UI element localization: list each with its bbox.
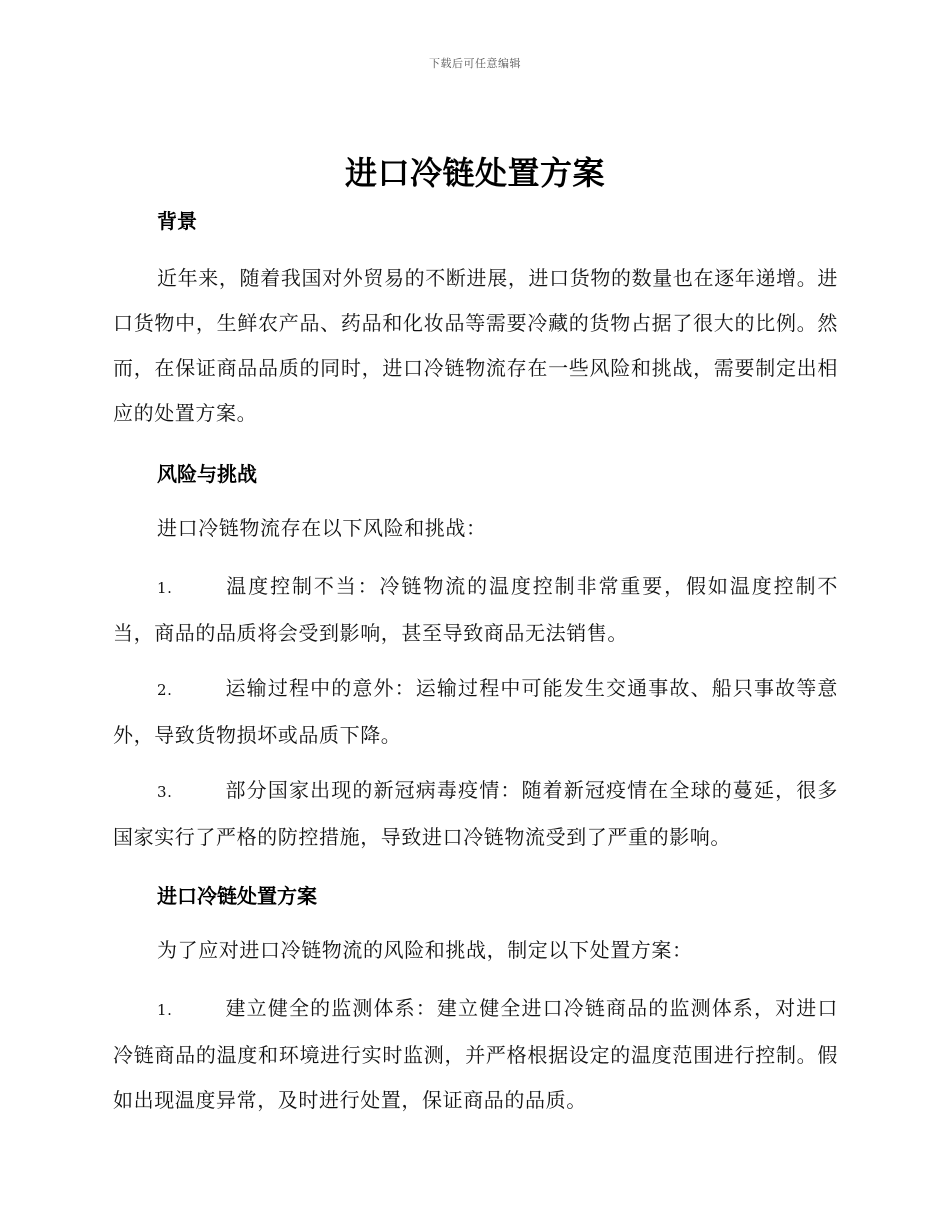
plan-item-1-number: 1.	[157, 1001, 173, 1019]
risk-item-3-number: 3.	[157, 783, 173, 801]
section-heading-background: 背景	[157, 209, 197, 233]
risk-item-2-text: 运输过程中的意外：运输过程中可能发生交通事故、船只事故等意外，导致货物损坏或品质下降。	[113, 676, 838, 747]
plan-intro: 为了应对进口冷链物流的风险和挑战，制定以下处置方案：	[157, 938, 693, 962]
risks-intro-block	[113, 506, 838, 551]
risk-item-3	[113, 768, 838, 860]
risk-item-3-text: 部分国家出现的新冠病毒疫情：随着新冠疫情在全球的蔓延，很多国家实行了严格的防控措施，导致进口冷链物流受到了严重的影响。	[113, 778, 838, 849]
risk-item-2-number: 2.	[157, 681, 173, 699]
risk-item-2	[113, 666, 838, 758]
risk-item-1-number: 1.	[157, 579, 173, 597]
header-note: 下载后可任意编辑	[429, 57, 521, 70]
background-paragraph: 近年来，随着我国对外贸易的不断进展，进口货物的数量也在逐年递增。进口货物中，生鲜农产品、药品和化妆品等需要冷藏的货物占据了很大的比例。然而，在保证商品品质的同时，进口冷链物流存在一些风险和挑战，需要制定出相应的处置方案。	[113, 266, 838, 425]
risk-item-1-text: 温度控制不当：冷链物流的温度控制非常重要，假如温度控制不当，商品的品质将会受到影响，甚至导致商品无法销售。	[113, 574, 838, 645]
risk-item-1	[113, 564, 838, 656]
plan-item-1	[113, 986, 838, 1123]
risks-intro: 进口冷链物流存在以下风险和挑战：	[157, 516, 487, 540]
plan-item-1-text: 建立健全的监测体系：建立健全进口冷链商品的监测体系，对进口冷链商品的温度和环境进行实时监测，并严格根据设定的温度范围进行控制。假如出现温度异常，及时进行处置，保证商品的品质。	[113, 996, 838, 1112]
section-heading-plan: 进口冷链处置方案	[157, 884, 317, 908]
background-paragraph-block	[113, 256, 838, 436]
plan-intro-block	[113, 928, 838, 973]
document-title: 进口冷链处置方案	[344, 154, 605, 192]
section-heading-risks: 风险与挑战	[157, 462, 257, 486]
